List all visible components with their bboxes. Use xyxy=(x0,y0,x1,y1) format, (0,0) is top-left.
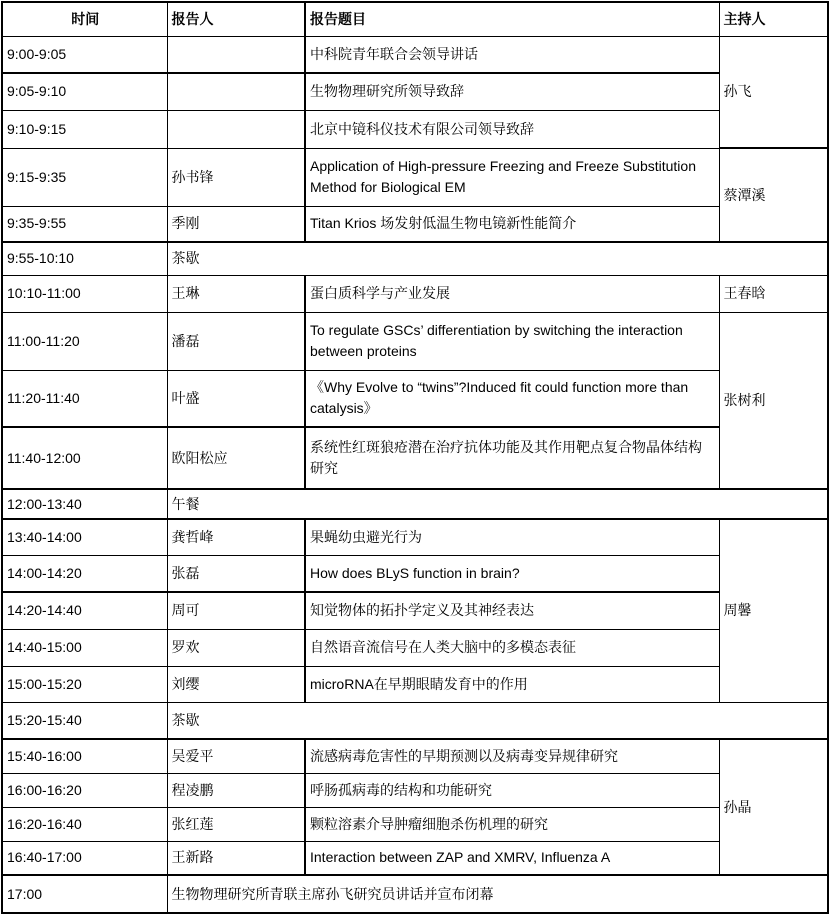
cell-time: 15:00-15:20 xyxy=(2,666,167,702)
schedule-row xyxy=(2,489,828,519)
cell-speaker: 孙书锋 xyxy=(167,148,305,206)
cell-host: 周馨 xyxy=(719,519,828,702)
cell-time: 15:20-15:40 xyxy=(2,702,167,739)
cell-speaker: 王新路 xyxy=(167,841,305,875)
cell-title: 生物物理研究所领导致辞 xyxy=(305,73,719,110)
cell-speaker: 周可 xyxy=(167,592,305,629)
schedule-row xyxy=(2,875,828,913)
schedule-row xyxy=(2,427,828,489)
cell-time: 9:15-9:35 xyxy=(2,148,167,206)
header-speaker: 报告人 xyxy=(167,2,305,36)
schedule-row xyxy=(2,148,828,206)
cell-host: 蔡潭溪 xyxy=(719,148,828,242)
schedule-row xyxy=(2,275,828,312)
cell-time: 9:55-10:10 xyxy=(2,242,167,275)
cell-time: 9:05-9:10 xyxy=(2,73,167,110)
cell-title: 系统性红斑狼疮潜在治疗抗体功能及其作用靶点复合物晶体结构研究 xyxy=(305,427,719,489)
cell-speaker: 张磊 xyxy=(167,555,305,592)
cell-speaker xyxy=(167,110,305,148)
cell-time: 9:10-9:15 xyxy=(2,110,167,148)
cell-merged: 茶歇 xyxy=(167,702,828,739)
cell-title: To regulate GSCs’ differentiation by switching the interaction between proteins xyxy=(305,312,719,370)
cell-title: Titan Krios 场发射低温生物电镜新性能简介 xyxy=(305,206,719,242)
cell-speaker: 叶盛 xyxy=(167,370,305,427)
cell-speaker: 王琳 xyxy=(167,275,305,312)
cell-time: 16:40-17:00 xyxy=(2,841,167,875)
schedule-row xyxy=(2,592,828,629)
schedule-row xyxy=(2,73,828,110)
schedule-row xyxy=(2,702,828,739)
header-time: 时间 xyxy=(2,2,167,36)
cell-time: 11:20-11:40 xyxy=(2,370,167,427)
cell-host: 张树利 xyxy=(719,312,828,489)
schedule-row xyxy=(2,555,828,592)
cell-speaker: 吴爱平 xyxy=(167,739,305,773)
schedule-row xyxy=(2,370,828,427)
cell-merged: 茶歇 xyxy=(167,242,828,275)
cell-title: 呼肠孤病毒的结构和功能研究 xyxy=(305,773,719,807)
cell-title: 果蝇幼虫避光行为 xyxy=(305,519,719,555)
cell-title: Interaction between ZAP and XMRV, Influenza A xyxy=(305,841,719,875)
schedule-row xyxy=(2,312,828,370)
cell-speaker: 季刚 xyxy=(167,206,305,242)
cell-title: Application of High-pressure Freezing and Freeze Substitution Method for Biological EM xyxy=(305,148,719,206)
cell-time: 9:35-9:55 xyxy=(2,206,167,242)
cell-time: 13:40-14:00 xyxy=(2,519,167,555)
cell-speaker: 刘缨 xyxy=(167,666,305,702)
header-title: 报告题目 xyxy=(305,2,719,36)
cell-speaker xyxy=(167,36,305,73)
cell-time: 16:00-16:20 xyxy=(2,773,167,807)
cell-time: 11:00-11:20 xyxy=(2,312,167,370)
schedule-row xyxy=(2,841,828,875)
cell-title: 中科院青年联合会领导讲话 xyxy=(305,36,719,73)
cell-speaker: 程凌鹏 xyxy=(167,773,305,807)
cell-host: 王春晗 xyxy=(719,275,828,312)
schedule-row xyxy=(2,629,828,666)
header-host: 主持人 xyxy=(719,2,828,36)
cell-title: 《Why Evolve to “twins”?Induced fit could function more than catalysis》 xyxy=(305,370,719,427)
cell-time: 14:40-15:00 xyxy=(2,629,167,666)
cell-time: 14:00-14:20 xyxy=(2,555,167,592)
schedule-row xyxy=(2,242,828,275)
cell-time: 16:20-16:40 xyxy=(2,807,167,841)
cell-time: 15:40-16:00 xyxy=(2,739,167,773)
cell-speaker xyxy=(167,73,305,110)
cell-title: 自然语音流信号在人类大脑中的多模态表征 xyxy=(305,629,719,666)
schedule-row xyxy=(2,739,828,773)
cell-speaker: 欧阳松应 xyxy=(167,427,305,489)
schedule-row xyxy=(2,36,828,73)
cell-time: 9:00-9:05 xyxy=(2,36,167,73)
schedule-row xyxy=(2,666,828,702)
schedule-row xyxy=(2,206,828,242)
cell-title: 蛋白质科学与产业发展 xyxy=(305,275,719,312)
cell-title: 流感病毒危害性的早期预测以及病毒变异规律研究 xyxy=(305,739,719,773)
schedule-row xyxy=(2,807,828,841)
schedule-table xyxy=(1,1,829,914)
cell-title: How does BLyS function in brain? xyxy=(305,555,719,592)
cell-speaker: 罗欢 xyxy=(167,629,305,666)
schedule-row xyxy=(2,110,828,148)
cell-title: microRNA在早期眼睛发育中的作用 xyxy=(305,666,719,702)
schedule-row xyxy=(2,773,828,807)
cell-speaker: 潘磊 xyxy=(167,312,305,370)
cell-merged: 午餐 xyxy=(167,489,828,519)
cell-speaker: 张红莲 xyxy=(167,807,305,841)
cell-title: 颗粒溶素介导肿瘤细胞杀伤机理的研究 xyxy=(305,807,719,841)
cell-time: 12:00-13:40 xyxy=(2,489,167,519)
cell-time: 14:20-14:40 xyxy=(2,592,167,629)
cell-speaker: 龚哲峰 xyxy=(167,519,305,555)
cell-time: 11:40-12:00 xyxy=(2,427,167,489)
cell-time: 10:10-11:00 xyxy=(2,275,167,312)
cell-host: 孙晶 xyxy=(719,739,828,875)
cell-merged: 生物物理研究所青联主席孙飞研究员讲话并宣布闭幕 xyxy=(167,875,828,913)
cell-title: 知觉物体的拓扑学定义及其神经表达 xyxy=(305,592,719,629)
header-row xyxy=(2,2,828,36)
schedule-row xyxy=(2,519,828,555)
cell-host: 孙飞 xyxy=(719,36,828,148)
cell-time: 17:00 xyxy=(2,875,167,913)
cell-title: 北京中镜科仪技术有限公司领导致辞 xyxy=(305,110,719,148)
